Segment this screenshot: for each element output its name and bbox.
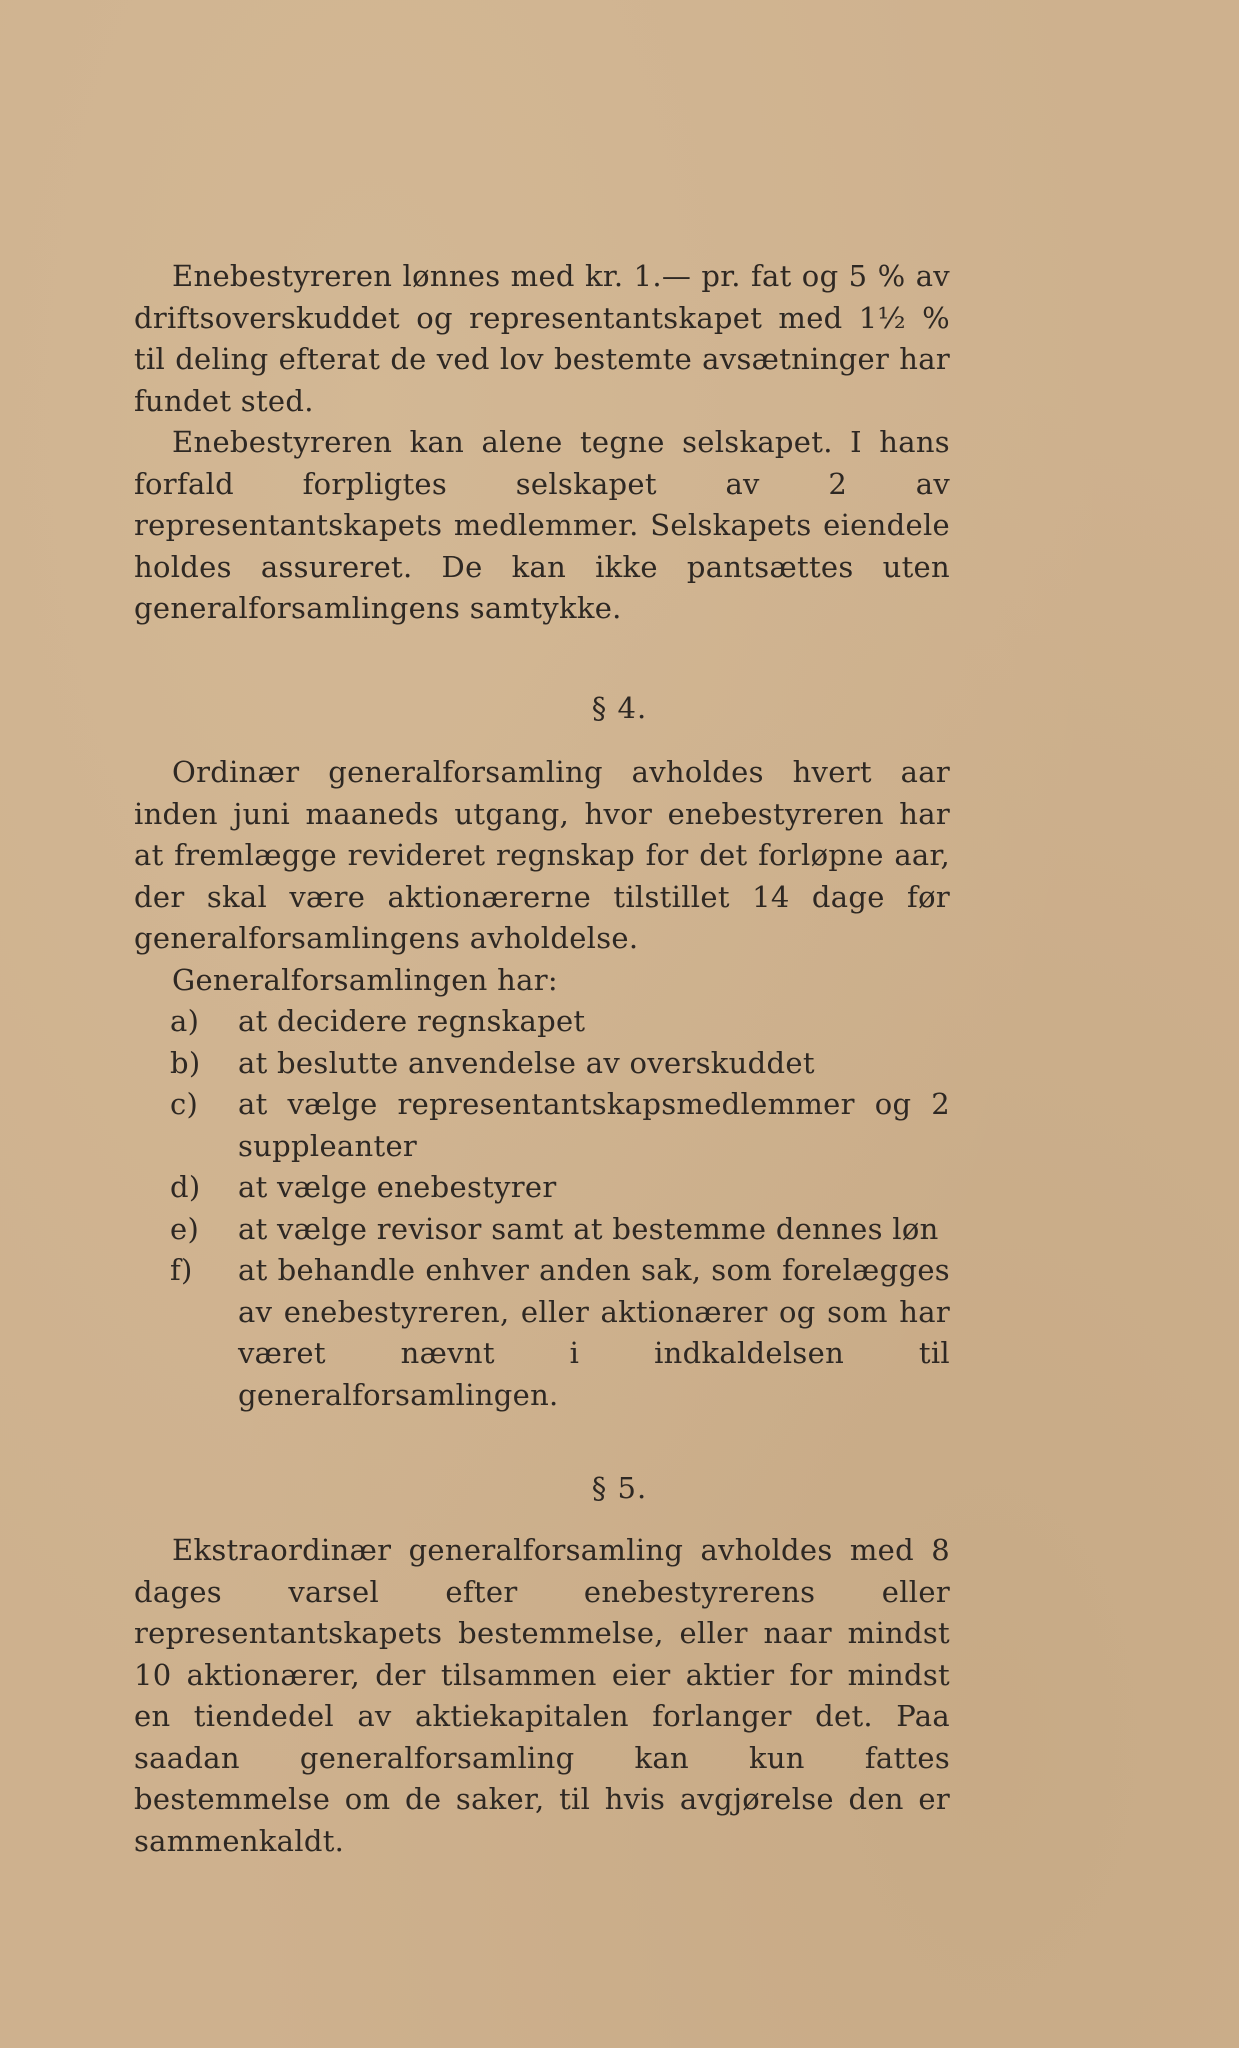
list-item-letter: d): [170, 1170, 201, 1204]
list-item-text: at vælge enebestyrer: [238, 1170, 557, 1204]
list-item-letter: e): [170, 1211, 200, 1246]
list-item-text: at decidere regnskapet: [238, 1004, 586, 1038]
list-item: [134, 1043, 950, 1085]
list-item-letter: c): [170, 1087, 199, 1121]
list-item: [134, 1167, 950, 1209]
list-item-text: at vælge representantskapsmedlemmer og 2 suppleanter: [238, 1087, 950, 1163]
paragraph-ordinary-general-meeting: Ordinær generalforsamling avholdes hvert aar inden juni maaneds utgang, hvor enebestyreren har at fremlægge revideret regnskap for det forløpne aar, der skal være aktionærerne tilstillet 14 dage før generalforsamlingens avholdelse.: [134, 755, 950, 955]
list-item-text: at vælge revisor samt at bestemme dennes løn: [238, 1211, 939, 1246]
section-5-body: [134, 1530, 950, 1862]
list-item: [134, 1209, 950, 1251]
list-item: [134, 1001, 950, 1043]
list-item: [134, 1250, 950, 1416]
section-5-heading: § 5.: [591, 1471, 648, 1505]
section-4-heading: § 4.: [591, 691, 648, 725]
paragraph-director-salary: Enebestyreren lønnes med kr. 1.— pr. fat og 5 % av driftsoverskuddet og representantskapet med 1½ % til deling efterat de ved lov bestemte avsætninger har fundet sted.: [134, 259, 950, 418]
list-item-letter: b): [170, 1045, 201, 1080]
list-item-text: at behandle enhver anden sak, som forelægges av enebestyreren, eller aktionærer og som har været nævnt i indkaldelsen til generalforsamlingen.: [238, 1253, 950, 1412]
list-item-letter: f): [170, 1253, 193, 1287]
section-4-body: [134, 752, 950, 1416]
paragraph-extraordinary-general-meeting: Ekstraordinær generalforsamling avholdes med 8 dages varsel efter enebestyrerens eller representantskapets bestemmelse, eller naar mindst 10 aktionærer, der tilsammen eier aktier for mindst en tiendedel av aktiekapitalen forlanger det. Paa saadan generalforsamling kan kun fattes bestemmelse om de saker, til hvis avgjørelse den er sammenkaldt.: [134, 1533, 950, 1858]
list-item-letter: a): [170, 1004, 200, 1038]
general-meeting-duties-list: [134, 1001, 950, 1416]
list-item: [134, 1084, 950, 1167]
general-meeting-duties-intro: Generalforsamlingen har:: [172, 962, 558, 997]
list-item-text: at beslutte anvendelse av overskuddet: [238, 1045, 815, 1080]
section-3-continuation: [134, 256, 950, 630]
paragraph-signing-authority: Enebestyreren kan alene tegne selskapet. I hans forfald forpligtes selskapet av 2 av representantskapets medlemmer. Selskapets eiendele holdes assureret. De kan ikke pantsættes uten generalforsamlingens samtykke.: [134, 425, 950, 625]
